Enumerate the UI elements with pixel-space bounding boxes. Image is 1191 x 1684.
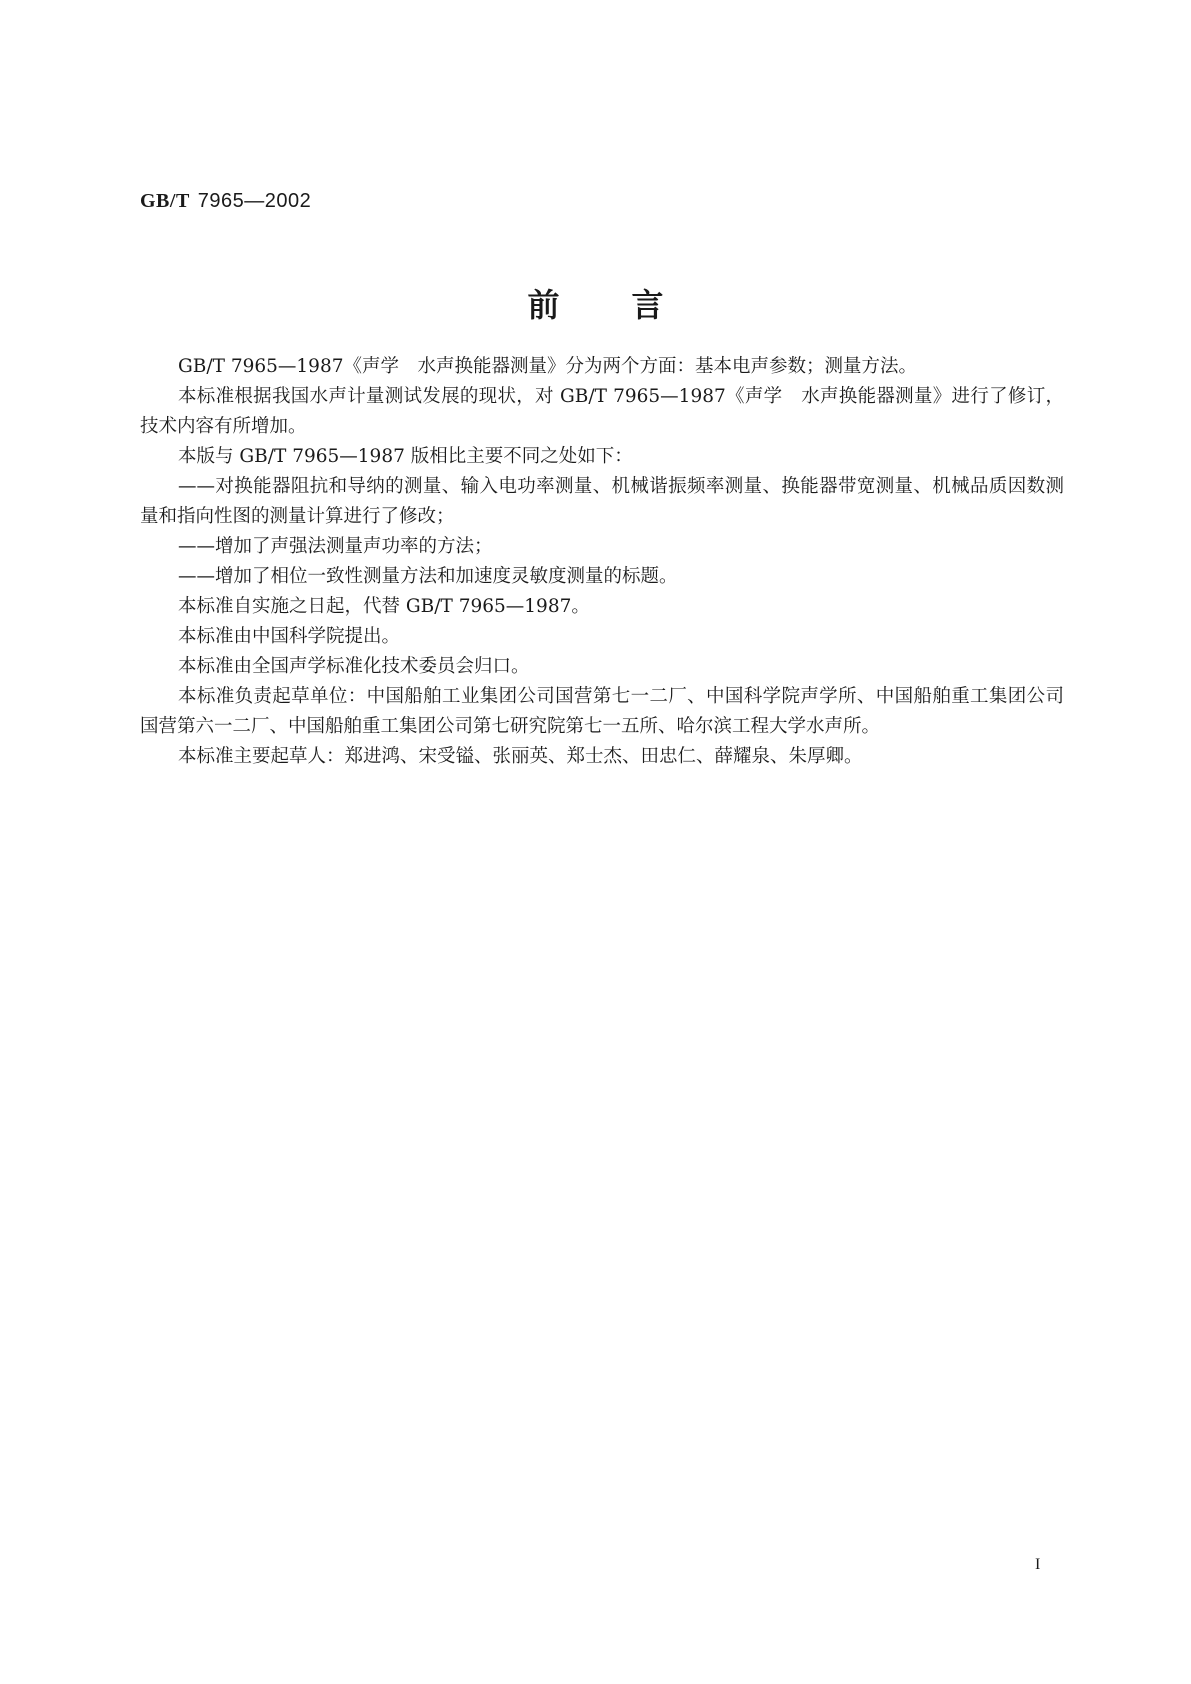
paragraph-1: GB/T 7965—1987《声学 水声换能器测量》分为两个方面：基本电声参数；测量方法。: [178, 356, 917, 377]
page-number: I: [1035, 1556, 1041, 1573]
standard-code-header: [140, 188, 311, 213]
paragraph-3: 本版与 GB/T 7965—1987 版相比主要不同之处如下：: [178, 446, 633, 467]
paragraph-5: 本标准由中国科学院提出。: [178, 626, 401, 647]
page-title: 前言: [527, 286, 736, 324]
list-item-2: ——增加了声强法测量声功率的方法；: [178, 536, 493, 557]
foreword-body: [140, 352, 1064, 772]
standard-number: 7965—2002: [197, 190, 312, 212]
paragraph-7: 本标准负责起草单位：中国船舶工业集团公司国营第七一二厂、中国科学院声学所、中国船舶重工集团公司国营第六一二厂、中国船舶重工集团公司第七研究院第七一五所、哈尔滨工程大学水声所。: [140, 686, 1064, 737]
paragraph-4: 本标准自实施之日起，代替 GB/T 7965—1987。: [178, 596, 590, 617]
paragraph-6: 本标准由全国声学标准化技术委员会归口。: [178, 656, 530, 677]
list-item-3: ——增加了相位一致性测量方法和加速度灵敏度测量的标题。: [178, 566, 678, 587]
paragraph-8: 本标准主要起草人：郑进鸿、宋受镒、张丽英、郑士杰、田忠仁、薛耀泉、朱厚卿。: [178, 746, 863, 767]
standard-prefix: GB/T: [140, 190, 190, 212]
list-item-1: ——对换能器阻抗和导纳的测量、输入电功率测量、机械谐振频率测量、换能器带宽测量、机械品质因数测量和指向性图的测量计算进行了修改；: [140, 476, 1064, 527]
paragraph-2: 本标准根据我国水声计量测试发展的现状，对 GB/T 7965—1987《声学 水声换能器测量》进行了修订，技术内容有所增加。: [140, 386, 1064, 437]
